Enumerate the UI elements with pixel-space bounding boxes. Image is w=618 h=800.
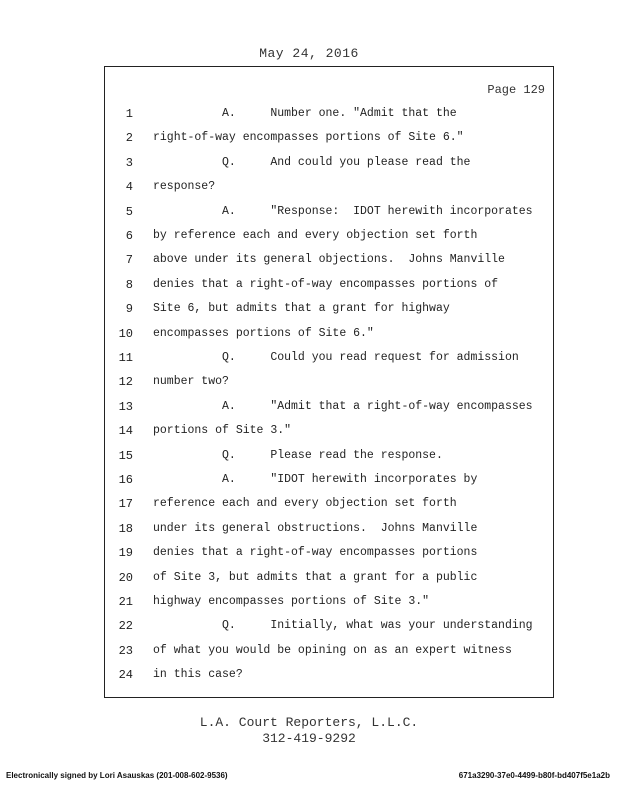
transcript-line <box>105 105 553 125</box>
line-text: A. "Response: IDOT herewith incorporates <box>153 204 533 218</box>
line-number: 8 <box>125 277 133 292</box>
line-number: 20 <box>118 570 133 585</box>
transcript-line <box>105 422 553 442</box>
line-text: A. "Admit that a right-of-way encompasses <box>153 399 533 413</box>
transcript-line <box>105 300 553 320</box>
transcript-line <box>105 569 553 589</box>
electronic-signature-note: Electronically signed by Lori Asauskas (201-008-602-9536) <box>6 771 228 780</box>
line-text: reference each and every objection set forth <box>153 497 457 511</box>
line-number: 18 <box>118 521 133 536</box>
line-number: 13 <box>118 399 133 414</box>
line-number: 6 <box>125 229 133 243</box>
transcript-line <box>105 178 553 198</box>
line-text: Q. Could you read request for admission <box>153 351 519 364</box>
line-number: 12 <box>118 375 133 390</box>
line-text: in this case? <box>153 668 243 682</box>
line-number: 1 <box>125 107 133 121</box>
line-number: 16 <box>118 473 133 487</box>
line-number: 10 <box>118 326 133 341</box>
line-text: Q. And could you please read the <box>153 155 471 169</box>
line-text: denies that a right-of-way encompasses portions <box>153 546 478 560</box>
transcript-line <box>105 544 553 564</box>
line-text: of Site 3, but admits that a grant for a public <box>153 570 478 584</box>
line-text: encompasses portions of Site 6." <box>153 326 374 340</box>
line-number: 7 <box>125 253 133 268</box>
line-text: Q. Initially, what was your understanding <box>153 619 533 633</box>
line-text: number two? <box>153 375 229 389</box>
line-number: 2 <box>125 131 133 146</box>
line-number: 15 <box>118 448 133 463</box>
line-number: 19 <box>118 546 133 561</box>
line-number: 22 <box>118 619 133 634</box>
line-number: 21 <box>118 595 133 609</box>
line-number: 14 <box>118 424 133 439</box>
line-number: 24 <box>118 668 133 683</box>
document-id: 671a3290-37e0-4499-b80f-bd407f5e1a2b <box>458 771 610 780</box>
deposition-date: May 24, 2016 <box>259 46 359 61</box>
transcript-line <box>105 203 553 223</box>
line-text: right-of-way encompasses portions of Site 6." <box>153 131 464 145</box>
line-number: 11 <box>118 351 133 365</box>
line-text: highway encompasses portions of Site 3." <box>153 595 430 608</box>
line-text: portions of Site 3." <box>153 424 292 438</box>
transcript-line <box>105 154 553 174</box>
court-reporter-name: L.A. Court Reporters, L.L.C. <box>199 715 419 730</box>
transcript-line <box>105 276 553 296</box>
line-number: 9 <box>125 302 133 317</box>
transcript-line <box>105 129 553 149</box>
transcript-line <box>105 471 553 491</box>
line-number: 23 <box>118 643 133 658</box>
transcript-line <box>105 593 553 613</box>
transcript-line <box>105 325 553 345</box>
line-text: above under its general objections. Johns Manville <box>153 253 505 267</box>
line-text: Site 6, but admits that a grant for highway <box>153 302 450 316</box>
transcript-line <box>105 617 553 637</box>
court-reporter-phone: 312-419-9292 <box>262 731 356 746</box>
line-text: under its general obstructions. Johns Manville <box>153 521 478 535</box>
line-text: A. Number one. "Admit that the <box>153 107 457 120</box>
line-text: A. "IDOT herewith incorporates by <box>153 473 478 486</box>
transcript-line <box>105 349 553 369</box>
transcript-line <box>105 227 553 247</box>
line-text: of what you would be opining on as an expert witness <box>153 643 512 657</box>
transcript-line <box>105 495 553 515</box>
transcript-line <box>105 251 553 271</box>
line-number: 17 <box>118 497 133 512</box>
line-text: by reference each and every objection set forth <box>153 229 478 242</box>
line-text: denies that a right-of-way encompasses portions of <box>153 277 499 291</box>
transcript-line <box>105 447 553 467</box>
transcript-page-frame <box>104 66 554 698</box>
line-number: 5 <box>125 204 133 219</box>
transcript-line <box>105 373 553 393</box>
transcript-line <box>105 642 553 662</box>
transcript-line <box>105 398 553 418</box>
line-number: 3 <box>125 155 133 170</box>
transcript-line <box>105 666 553 686</box>
transcript-line <box>105 520 553 540</box>
line-number: 4 <box>125 180 133 195</box>
page-number: Page 129 <box>487 83 545 97</box>
line-text: response? <box>153 180 216 194</box>
line-text: Q. Please read the response. <box>153 448 443 462</box>
